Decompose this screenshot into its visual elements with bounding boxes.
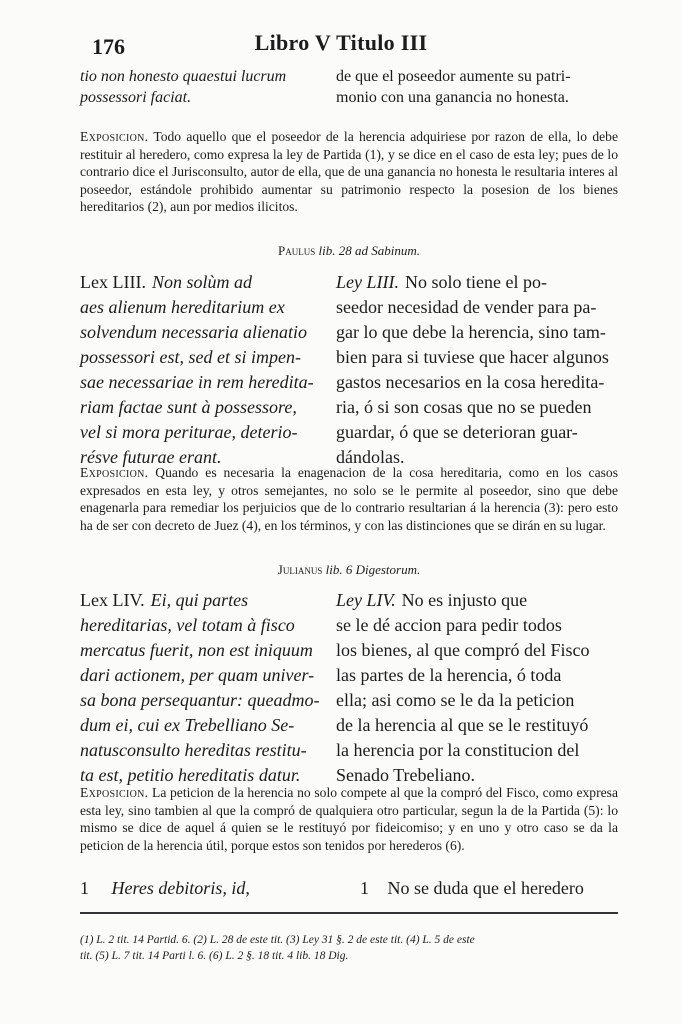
text-line: hereditarias, vel totam à fisco xyxy=(80,615,295,635)
text-line: ta est, petitio hereditatis datur. xyxy=(80,765,301,785)
law-heading: Lex LIV. xyxy=(80,590,145,610)
text-line: gastos necesarios en la cosa heredita- xyxy=(336,372,605,392)
text-line: natusconsulto hereditas restitu- xyxy=(80,740,307,760)
text-line: Non solùm ad xyxy=(151,272,252,292)
exposicion-paragraph xyxy=(80,464,618,534)
text-line: de la herencia al que se le restituyó xyxy=(336,715,589,735)
next-latin-line xyxy=(80,878,316,899)
exposicion-label: Exposicion. xyxy=(80,785,149,800)
text-line: riam factae sunt à possessore, xyxy=(80,397,297,417)
law-heading: Ley LIII. xyxy=(336,272,399,292)
text-line: de que el poseedor aumente su patri- xyxy=(336,68,571,85)
text-line: No solo tiene el po- xyxy=(404,272,547,292)
text-line: se le dé accion para pedir todos xyxy=(336,615,562,635)
exposicion-label: Exposicion. xyxy=(80,465,149,480)
spanish-law-text xyxy=(336,588,618,788)
exposicion-label: Exposicion. xyxy=(80,129,149,144)
text-line: gar lo que debe la herencia, sino tam- xyxy=(336,322,606,342)
text-line: solvendum necessaria alienatio xyxy=(80,322,307,342)
text-line: sa bona persequantur: queadmo- xyxy=(80,690,320,710)
paragraph-number: 1 xyxy=(80,878,89,898)
law-heading: Ley LIV. xyxy=(336,590,396,610)
text-line: Senado Trebeliano. xyxy=(336,765,475,785)
exposicion-paragraph xyxy=(80,128,618,216)
text-line: las partes de la herencia, ó toda xyxy=(336,665,562,685)
text-line: seedor necesidad de vender para pa- xyxy=(336,297,597,317)
text-line: ria, ó si son cosas que no se pueden xyxy=(336,397,592,417)
text-line: dándolas. xyxy=(336,447,405,467)
exposicion-text: Quando es necesaria la enagenacion de la cosa hereditaria, como en los casos expresados en esta ley, y otros semejantes, no solo se le permite al poseedor, sino que debe enagenarla para remediar los perjuicios que de lo contrario resultarian á la herencia (3): pero esto ha de ser con decreto de Juez (4), en los términos, y con las distinciones que se dirán en su lugar. xyxy=(80,465,618,533)
text-line: dari actionem, per quam univer- xyxy=(80,665,315,685)
law-heading: Lex LIII. xyxy=(80,272,146,292)
footnote-divider xyxy=(80,912,618,914)
latin-law-text xyxy=(80,270,316,470)
source-work: lib. 6 Digestorum. xyxy=(325,562,421,577)
text-line: possessori est, sed et si impen- xyxy=(80,347,301,367)
source-author: Paulus xyxy=(278,243,316,258)
latin-continuation xyxy=(80,66,316,108)
source-work: lib. 28 ad Sabinum. xyxy=(318,243,420,258)
text-line: Ei, qui partes xyxy=(150,590,249,610)
latin-law-text xyxy=(80,588,320,788)
footnotes xyxy=(80,932,618,964)
text-line: ella; asi como se le da la peticion xyxy=(336,690,575,710)
text-line: tio non honesto quaestui lucrum xyxy=(80,68,287,85)
exposicion-paragraph xyxy=(80,784,618,854)
text-line: guardar, ó que se deterioran guar- xyxy=(336,422,578,442)
spanish-law-text xyxy=(336,270,618,470)
text-line: No es injusto que xyxy=(401,590,528,610)
paragraph-number: 1 xyxy=(360,878,369,898)
text-line: los bienes, al que compró del Fisco xyxy=(336,640,590,660)
exposicion-text: Todo aquello que el poseedor de la herencia adquiriese por razon de ella, lo debe restituir al heredero, como expresa la ley de Partida (1), y se dice en el caso de esta ley; pues de lo contrario dice el Jurisconsulto, autor de ella, que de una ganancia no honesta le resultaria interes al poseedor, estándole prohibido aumentar su patrimonio respecto la posesion de los bienes hereditarios (2), aun por medios ilicitos. xyxy=(80,129,618,215)
text-line: aes alienum hereditarium ex xyxy=(80,297,285,317)
footnote-line: (1) L. 2 tit. 14 Partid. 6. (2) L. 28 de este tit. (3) Ley 31 §. 2 de este tit. (4) L. 5 de este xyxy=(80,934,475,946)
text-line: bien para si tuviese que hacer algunos xyxy=(336,347,609,367)
text-line: monio con una ganancia no honesta. xyxy=(336,89,569,106)
source-citation xyxy=(80,243,618,259)
spanish-continuation xyxy=(336,66,618,108)
text-line: possessori faciat. xyxy=(80,89,192,106)
text-line: vel si mora periturae, deterio- xyxy=(80,422,298,442)
text-line: mercatus fuerit, non est iniquum xyxy=(80,640,313,660)
exposicion-text: La peticion de la herencia no solo compete al que la compró del Fisco, como expresa esta ley, sino tambien al que la compró de qualquiera otro particular, segun la de la Partida (5): lo mismo se dice de aquel á quien se le restituyó por fideicomiso; y en uno y otro caso se da la peticion de la herencia útil, porque estos son tenidos por herederos (6). xyxy=(80,785,618,853)
page-number: 176 xyxy=(92,34,125,59)
source-author: Julianus xyxy=(277,562,323,577)
text-line: Heres debitoris, id, xyxy=(111,878,250,898)
next-spanish-line xyxy=(336,878,618,899)
source-citation xyxy=(80,562,618,578)
running-title: Libro V Titulo III xyxy=(254,30,428,55)
text-line: dum ei, cui ex Trebelliano Se- xyxy=(80,715,295,735)
text-line: No se duda que el heredero xyxy=(387,878,584,898)
text-line: résve futurae erant. xyxy=(80,447,222,467)
text-line: la herencia por la constitucion del xyxy=(336,740,580,760)
text-line: sae necessariae in rem heredita- xyxy=(80,372,314,392)
footnote-line: tit. (5) L. 7 tit. 14 Parti l. 6. (6) L. 2 §. 18 tit. 4 lib. 18 Dig. xyxy=(80,950,349,962)
